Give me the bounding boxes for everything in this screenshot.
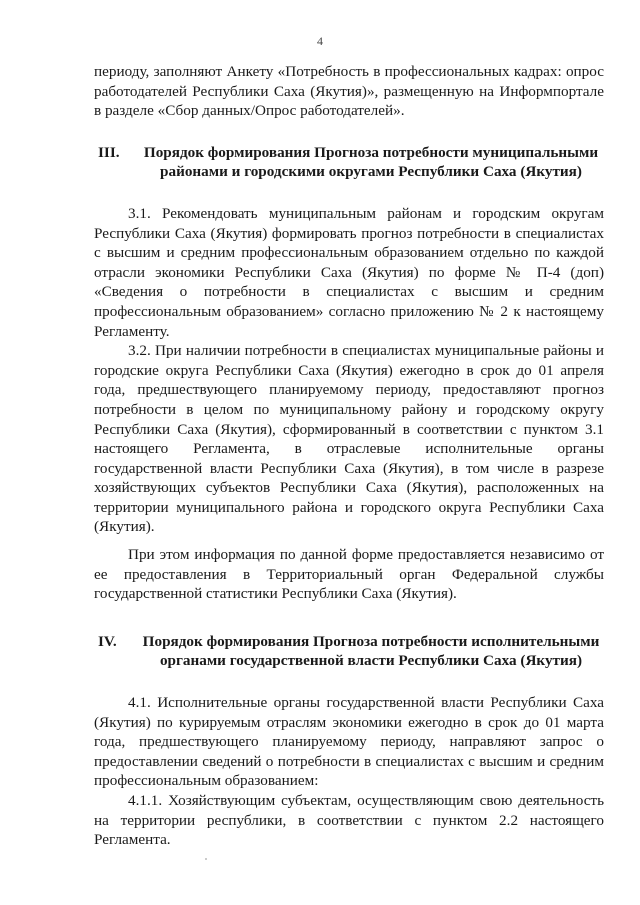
document-body (94, 62, 604, 850)
paragraph-4-1-1: 4.1.1. Хозяйствующим субъектам, осуществляющим свою деятельность на территории республики, в соответствии с пунктом 2.2 настоящего Регламента. (94, 792, 604, 849)
section-4-title: Порядок формирования Прогноза потребности исполнительными органами государственной власти Республики Саха (Якутия) (142, 632, 600, 670)
paragraph-3-1: 3.1. Рекомендовать муниципальным районам и городским округам Республики Саха (Якутия) формировать прогноз потребности в специалистах с высшим и средним профессиональным образованием отдельно по каждой отрасли экономики Республики Саха (Якутия) по форме № П-4 (доп) «Сведения о потребности в специалистах с высшим и средним профессиональным образованием» согласно приложению № 2 к настоящему Регламенту. (94, 204, 604, 340)
paragraph-4-1: 4.1. Исполнительные органы государственной власти Республики Саха (Якутия) по курируемым отраслям экономики ежегодно в срок до 01 марта года, предшествующего планируемому периоду, направляют запрос о предоставлении сведений о потребности в специалистах с высшим и средним профессиональным образованием: (94, 694, 604, 790)
intro-paragraph: периоду, заполняют Анкету «Потребность в профессиональных кадрах: опрос работодателей Республики Саха (Якутия)», размещенную на Информпортале в разделе «Сбор данных/Опрос работодателей». (94, 63, 604, 120)
section-4-heading (94, 632, 604, 671)
scan-artifact (205, 858, 207, 860)
section-4-number: IV. (98, 632, 117, 650)
paragraph-3-2: 3.2. При наличии потребности в специалистах муниципальные районы и городские округа Республики Саха (Якутия) ежегодно в срок до 01 апреля года, предшествующего планируемому периоду, предоставляют прогноз потребности в целом по муниципальному району и городскому округу Республики Саха (Якутия), сформированный в соответствии с пунктом 3.1 настоящего Регламента, в отраслевые исполнительные органы государственной власти Республики Саха (Якутия), в том числе в разрезе хозяйствующих субъектов Республики Саха (Якутия), расположенных на территории муниципального района и городского округа Республики Саха (Якутия). (94, 342, 604, 536)
section-3-number: III. (98, 143, 120, 161)
page-number: 4 (317, 34, 323, 48)
section-3-title: Порядок формирования Прогноза потребности муниципальными районами и городскими округами Республики Саха (Якутия) (143, 143, 599, 181)
paragraph-3-note: При этом информация по данной форме предоставляется независимо от ее предоставления в Территориальный орган Федеральной службы государственной статистики Республики Саха (Якутия). (94, 546, 604, 603)
section-3-heading (94, 143, 604, 182)
